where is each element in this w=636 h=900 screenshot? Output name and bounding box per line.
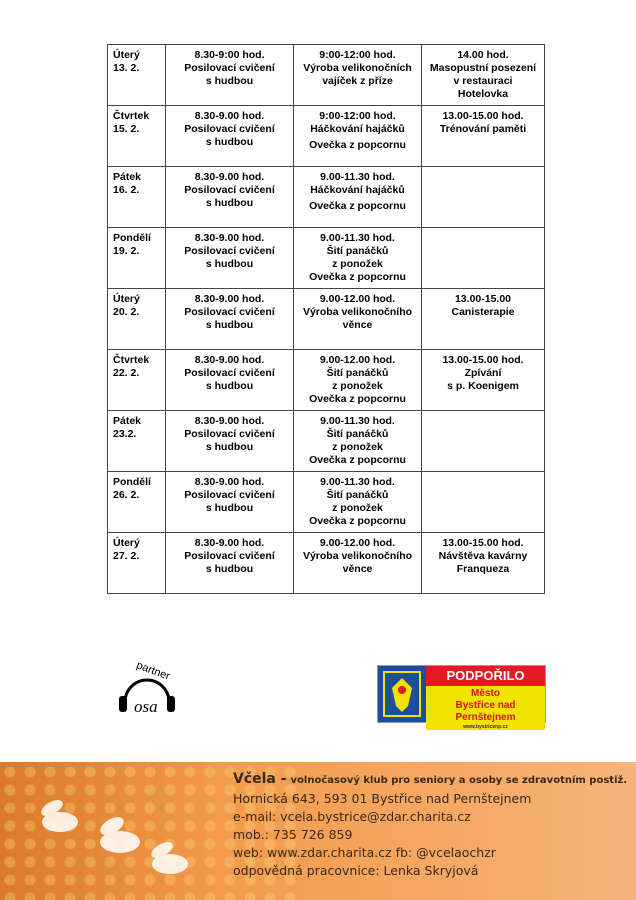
day-name: Pondělí: [113, 232, 151, 244]
activity-line: s hudbou: [205, 197, 254, 209]
activity-cell: [294, 472, 422, 533]
activity-line: Posilovací cvičení: [184, 428, 275, 440]
activity-line: 14.00 hod.: [457, 49, 509, 61]
activity-line: z ponožek: [332, 502, 383, 514]
support-text-block: [426, 666, 545, 730]
day-name: Úterý: [113, 537, 140, 549]
activity-line: vajíček z příze: [322, 75, 393, 87]
activity-cell: [166, 45, 294, 106]
activity-cell: [294, 45, 422, 106]
activity-line: s hudbou: [205, 136, 254, 148]
day-date: 15. 2.: [113, 123, 140, 135]
support-headline: PODPOŘILO: [426, 666, 545, 686]
activity-cell: [294, 289, 422, 350]
activity-line: s hudbou: [205, 441, 254, 453]
activity-line: 9.00-11.30 hod.: [320, 415, 395, 427]
activity-line: Posilovací cvičení: [184, 245, 275, 257]
table-row: [108, 106, 545, 167]
activity-line: Výroba velikonočních: [303, 62, 412, 74]
activity-line: s hudbou: [205, 75, 254, 87]
activity-line: Výroba velikonočního: [302, 306, 413, 318]
activity-cell: [166, 228, 294, 289]
activity-line: Šití panáčků: [326, 367, 389, 379]
activity-line: 8.30-9.00 hod.: [194, 171, 265, 183]
day-name: Úterý: [113, 293, 140, 305]
activity-cell: [422, 533, 545, 594]
activity-cell: [294, 350, 422, 411]
day-name: Čtvrtek: [113, 110, 150, 122]
day-date: 20. 2.: [113, 306, 140, 318]
activity-line: Ovečka z popcornu: [309, 393, 406, 405]
day-cell: [108, 350, 166, 411]
activity-line: 13.00-15.00: [454, 293, 512, 305]
activity-line: Posilovací cvičení: [184, 123, 275, 135]
day-cell: [108, 411, 166, 472]
activity-line: Ovečka z popcornu: [309, 139, 406, 151]
footer-tagline: volnočasový klub pro seniory a osoby se zdravotním postiž.: [290, 775, 628, 786]
activity-cell: [166, 472, 294, 533]
bees-icon: [20, 782, 220, 892]
activity-line: s hudbou: [205, 563, 254, 575]
schedule-table: [107, 44, 545, 594]
day-name: Pátek: [113, 171, 142, 183]
activity-line: 9:00-12:00 hod.: [319, 49, 396, 61]
day-name: Pátek: [113, 415, 142, 427]
activity-cell: [294, 533, 422, 594]
activity-line: Hotelovka: [457, 88, 509, 100]
activity-line: Canisterapie: [451, 306, 515, 318]
activity-line: Háčkování hajáčků: [310, 123, 405, 135]
activity-cell: [166, 106, 294, 167]
partner-logo-text: partner: [134, 659, 172, 683]
support-line1: Město: [471, 688, 500, 699]
activity-line: Ovečka z popcornu: [309, 200, 406, 212]
activity-line: věnce: [342, 563, 373, 575]
activity-cell: [422, 411, 545, 472]
day-name: Pondělí: [113, 476, 151, 488]
activity-line: Šití panáčků: [326, 428, 389, 440]
activity-line: 9.00-12.00 hod.: [319, 354, 396, 366]
activity-cell: [294, 411, 422, 472]
activity-line: 9.00-12.00 hod.: [319, 293, 396, 305]
activity-cell: [294, 228, 422, 289]
day-date: 13. 2.: [113, 62, 140, 74]
activity-line: 8.30-9.00 hod.: [194, 476, 265, 488]
activity-line: Masopustní posezení: [429, 62, 537, 74]
activity-line: Posilovací cvičení: [184, 62, 275, 74]
support-web: www.bystricenp.cz: [463, 724, 508, 730]
activity-line: Zpívání: [464, 367, 502, 379]
activity-line: s hudbou: [205, 502, 254, 514]
activity-line: s hudbou: [205, 258, 254, 270]
activity-line: 8.30-9.00 hod.: [194, 293, 265, 305]
table-row: [108, 45, 545, 106]
table-row: [108, 289, 545, 350]
footer-brand: Včela -: [233, 771, 287, 787]
table-row: [108, 472, 545, 533]
activity-line: Posilovací cvičení: [184, 184, 275, 196]
activity-line: Franqueza: [456, 563, 510, 575]
activity-line: Háčkování hajáčků: [310, 184, 405, 196]
day-name: Čtvrtek: [113, 354, 150, 366]
activity-line: 8.30-9.00 hod.: [194, 537, 265, 549]
day-cell: [108, 45, 166, 106]
activity-line: Návštěva kavárny: [438, 550, 528, 562]
activity-line: Ovečka z popcornu: [309, 271, 406, 283]
activity-line: Ovečka z popcornu: [309, 515, 406, 527]
day-date: 16. 2.: [113, 184, 140, 196]
activity-cell: [422, 350, 545, 411]
activity-line: 8.30-9.00 hod.: [194, 110, 265, 122]
activity-cell: [166, 167, 294, 228]
schedule-body: [108, 45, 545, 594]
table-row: [108, 167, 545, 228]
footer-phone: mob.: 735 726 859: [233, 827, 353, 842]
footer-banner: [0, 762, 636, 900]
day-cell: [108, 472, 166, 533]
activity-line: Posilovací cvičení: [184, 550, 275, 562]
activity-line: s p. Koenigem: [447, 380, 519, 392]
footer-email[interactable]: e-mail: vcela.bystrice@zdar.charita.cz: [233, 809, 471, 824]
activity-line: z ponožek: [332, 380, 383, 392]
activity-cell: [166, 289, 294, 350]
activity-line: 13.00-15.00 hod.: [442, 354, 524, 366]
activity-line: 8.30-9.00 hod.: [194, 354, 265, 366]
table-row: [108, 350, 545, 411]
activity-line: 13.00-15.00 hod.: [442, 537, 524, 549]
day-cell: [108, 289, 166, 350]
activity-cell: [422, 289, 545, 350]
footer-title-line: [233, 770, 627, 790]
footer-web[interactable]: web: www.zdar.charita.cz fb: @vcelaochzr: [233, 845, 496, 860]
activity-line: v restauraci: [453, 75, 513, 87]
city-crest-icon: [378, 666, 426, 722]
support-city-block: [426, 686, 545, 730]
partner-logo-letters: osa: [134, 697, 158, 716]
day-date: 22. 2.: [113, 367, 140, 379]
activity-line: Výroba velikonočního: [302, 550, 413, 562]
table-row: [108, 533, 545, 594]
activity-line: 9:00-12:00 hod.: [319, 110, 396, 122]
activity-cell: [294, 167, 422, 228]
activity-line: Posilovací cvičení: [184, 489, 275, 501]
activity-line: Trénování paměti: [439, 123, 527, 135]
day-name: Úterý: [113, 49, 140, 61]
table-row: [108, 411, 545, 472]
day-cell: [108, 106, 166, 167]
day-date: 23.2.: [113, 428, 137, 440]
activity-line: 8.30-9.00 hod.: [194, 232, 265, 244]
activity-cell: [422, 472, 545, 533]
day-date: 19. 2.: [113, 245, 140, 257]
day-date: 27. 2.: [113, 550, 140, 562]
activity-line: 8.30-9:00 hod.: [194, 49, 265, 61]
support-line2: Bystřice nad Pernštejnem: [455, 700, 516, 723]
day-date: 26. 2.: [113, 489, 140, 501]
day-cell: [108, 167, 166, 228]
activity-line: z ponožek: [332, 258, 383, 270]
footer-contact: [233, 770, 627, 880]
day-cell: [108, 533, 166, 594]
partner-logo: [107, 658, 187, 722]
activity-line: Ovečka z popcornu: [309, 454, 406, 466]
activity-line: 13.00-15.00 hod.: [442, 110, 524, 122]
activity-line: 9.00-12.00 hod.: [319, 537, 396, 549]
table-row: [108, 228, 545, 289]
activity-line: věnce: [342, 319, 373, 331]
activity-line: 8.30-9.00 hod.: [194, 415, 265, 427]
activity-cell: [166, 533, 294, 594]
footer-responsible: odpovědná pracovnice: Lenka Skryjová: [233, 863, 479, 878]
activity-line: 9.00-11.30 hod.: [320, 232, 395, 244]
activity-cell: [294, 106, 422, 167]
activity-line: Posilovací cvičení: [184, 306, 275, 318]
activity-line: s hudbou: [205, 319, 254, 331]
activity-line: z ponožek: [332, 441, 383, 453]
footer-address: Hornická 643, 593 01 Bystřice nad Pernštejnem: [233, 791, 532, 806]
activity-line: 9.00-11.30 hod.: [320, 476, 395, 488]
activity-line: Šití panáčků: [326, 245, 389, 257]
activity-cell: [422, 45, 545, 106]
activity-line: Posilovací cvičení: [184, 367, 275, 379]
support-banner: [377, 665, 546, 730]
activity-cell: [422, 228, 545, 289]
activity-cell: [422, 167, 545, 228]
activity-cell: [166, 350, 294, 411]
activity-cell: [422, 106, 545, 167]
activity-line: 9.00-11.30 hod.: [320, 171, 395, 183]
activity-cell: [166, 411, 294, 472]
activity-line: Šití panáčků: [326, 489, 389, 501]
activity-line: s hudbou: [205, 380, 254, 392]
day-cell: [108, 228, 166, 289]
